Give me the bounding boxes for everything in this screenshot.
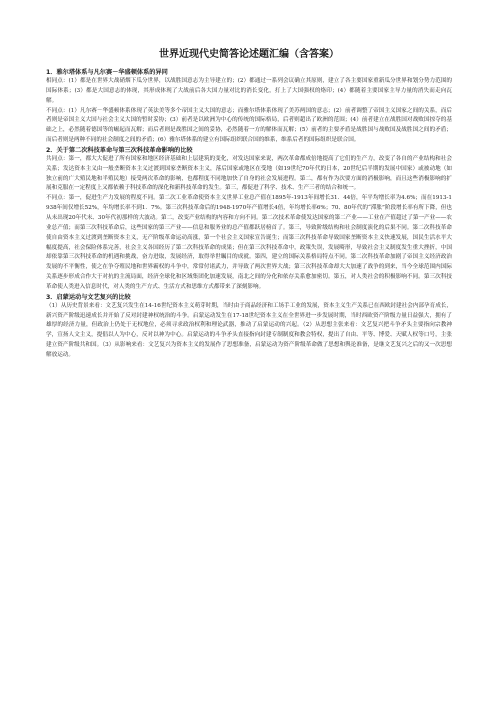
paragraph: 不同点：第一，促进生产力发展的程度不同。第二次工业革命使资本主义世界工业总产值在1895年-1913年间增长31．44倍，年平均增长率为4.6%；而在1913-1938年间仅增长52%，年均增长率不到1．7%。第三次科技革命后的1948-1970年产值增长4倍，年均增长率6%；70、80年代的“滞胀”阶段增长率有所下降，但也从未出现20年代末、30年代初那样的大波动。第二，改变产业结构的内容和方向不同。第二次技术革命使发达国家的第二产业——工业在产值超过了第一产业——农业总产值；而第三次科技革命后，这些国家的第三产业——信息和服务业的总产值都跃居榜首了。第三，导致阶级结构和社会制度演化的后果不同。第二次科技革命使自由资本主义过渡到垄断资本主义，无产阶级革命运动高涨，第一个社会主义国家宣告诞生；而第三次科技革命导致国家垄断资本主义快速发展，国民生活水平大幅度提高，社会保险体系完善，社会主义各国经历了第二次科技革命的成果；但在第三次科技革命中，政策失误，发展畸形，导致社会主义制度发生重大挫折，中国却依靠第三次科技革命的机遇和挑战，奋力进取，发展经济，取得举世瞩目的成就。第四，建立的国际关系格局特点不同。第二次科技革命加剧了帝国主义经济政治发展的不平衡性，使之在争夺殖民地和世界霸权的斗争中，常常付诸武力，并导致了两次世界大战；第三次科技革命却大大加速了战争的到来，当今全球范围内国际关系逐步形成合作大于对抗的主流局面，经济全球化和区域集团化加速发展，南北之间的分化和依存关系愈加密切。第五，对人类社会的积极影响不同。第三次科技革命使人类进入信息时代，对人类的生产方式、生活方式和思维方式都带来了深刻影响。 bbox=[46, 195, 452, 290]
section-heading: 3．启蒙运动与文艺复兴的比较 bbox=[46, 293, 131, 301]
section-3 bbox=[46, 293, 452, 361]
section-1 bbox=[46, 68, 452, 146]
paragraph: 相同点：(1）都是在世界大战硝烟下瓜分世界，以战胜国意志为主导建立的；(2）都通过一系列会议确立其原则，建立了各主要国家重新瓜分世界和划分势力范围的国际体系；(3）都是大国意志的体现，其形成体现了大战前后各大国力量对比的消长变化，打上了大国强权的烙印；(4）都随着主要国家主导力量的消失而走向瓦解。 bbox=[46, 78, 452, 104]
paragraph: 不同点：(1）凡尔赛－华盛顿体系体现了英法美等多个帝国主义大国的意志；而雅尔塔体系体现了美苏两国的意志；(2）前者调整了帝国主义国家之间的关系，而后者则是帝国主义大国与社会主义大国的暂时妥协；(3）前者是以欧洲为中心的传统的国际格局，后者则超出了欧洲的范围；(4）前者建立在战胜国对战败国掠夺的基础之上，必然随着德国等的崛起而瓦解；而后者则是战胜国之间的妥协，必然随着一方的解体而瓦解；(5）前者的主要矛盾是战胜国与战败国及战胜国之间的矛盾；而后者则是两种不同的社会制度之间的矛盾；(6）雅尔塔体系的建立有国际组织联合国的维系，维系后者的国际组织是联合国。 bbox=[46, 107, 452, 144]
section-2 bbox=[46, 146, 452, 293]
document-title: 世界近现代史简答论述题汇编（含答案） bbox=[159, 49, 339, 60]
paragraph: （1）从历史背景来看：文艺复兴发生在14-16世纪资本主义萌芽时期，当时由于商品经济和工场手工业的发展，资本主义生产关系已在西欧封建社会内部孕育成长，新兴资产阶级迅速成长并开始了反对封建神权统治的斗争。启蒙运动发生在17-18世纪资本主义在全世界进一步发展时期，当时西欧资产阶级力量日益强大，拥有了雄厚的经济力量，但政治上仍处于无权地位，必须寻求政治权利和理论武器，推动了启蒙运动的兴起。（2）从思想主张来看：文艺复兴把斗争矛头主要指向宗教神学，宣扬人文主义，提倡以人为中心，反对以神为中心。启蒙运动的斗争矛头直接指向封建专制制度和教会特权，提出了自由、平等、博爱、天赋人权等口号，主张建立资产阶级共和国。（3）从影响来看：文艺复兴为资本主义的发展作了思想准备，启蒙运动为资产阶级革命做了思想和舆论准备，是继文艺复兴之后的又一次思想解放运动。 bbox=[46, 302, 452, 358]
section-heading: 2．关于第二次科技革命与第三次科技革命影响的比较 bbox=[46, 146, 193, 154]
section-heading: 1．雅尔塔体系与凡尔赛－华盛顿体系的异同 bbox=[46, 69, 168, 76]
paragraph: 共同点：第一，都大大促进了所有国家和地区经济基础和上层建筑的变化，对发达国家来说，两次革命都成倍地提高了它们的生产力，改变了各自的产业结构和社会关系；发达资本主义由一般垄断资本主义过渡到国家垄断资本主义，落后国家或地区在受地（如19世纪70年代的日本，20世纪后半期的发展中国家）或被动地（如独立前的广大殖民地和半殖民地）接受两次革命的影响，也都程度不同地加快了自身的社会发展进程。第二，都有作为次要方面的消极影响，而且这些消极影响的扩展和克服在一定程度上又都依赖于科技革命的深化和新科技革命的发生。第三，都促进了科学、技术、生产三者的结合和统一。 bbox=[46, 155, 452, 192]
